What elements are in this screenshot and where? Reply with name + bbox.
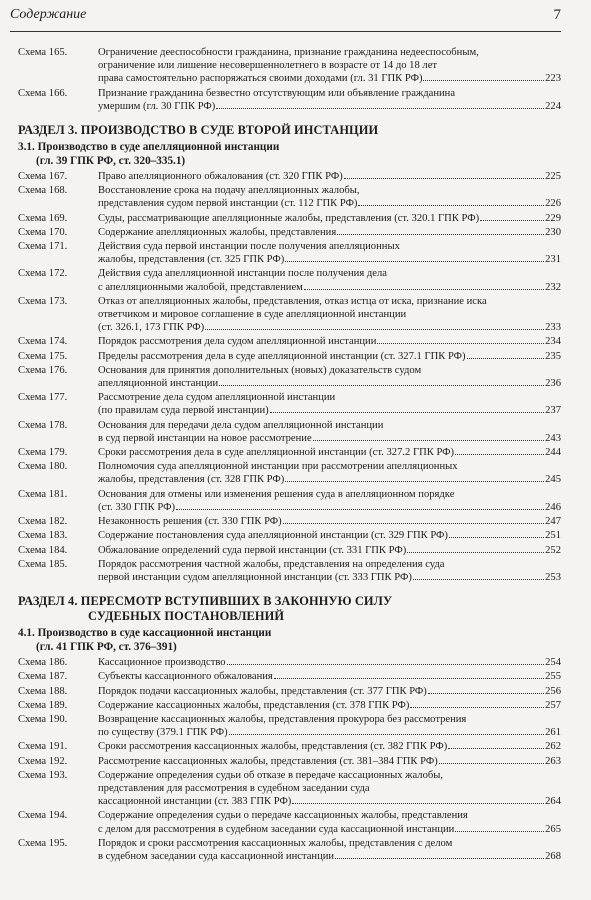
entry-last-line (98, 529, 561, 542)
entry-page: 262 (545, 741, 561, 753)
toc-entry (18, 364, 561, 390)
entry-body (98, 335, 561, 348)
toc-entry (18, 837, 561, 863)
dot-leader (428, 693, 544, 694)
entry-label: Схема 182. (18, 516, 68, 528)
toc-entry (18, 170, 561, 183)
entry-body (98, 391, 561, 417)
entry-body (98, 515, 561, 528)
entry-body (98, 419, 561, 445)
entry-body (98, 170, 561, 183)
heading-line: РАЗДЕЛ 4. ПЕРЕСМОТР ВСТУПИВШИХ В ЗАКОННУЮ СИЛУ (18, 594, 393, 609)
toc-entry (18, 391, 561, 417)
entry-line: Кассационное производство (98, 657, 226, 669)
entry-last-line (98, 685, 561, 698)
entry-last-line (98, 501, 561, 514)
entry-page: 237 (545, 405, 561, 417)
entry-line: Основания для отмены или изменения решения суда в апелляционном порядке (98, 488, 455, 500)
entry-last-line (98, 571, 561, 584)
entry-line: Обжалование определений суда первой инстанции (ст. 331 ГПК РФ) (98, 544, 407, 556)
entry-page: 223 (545, 73, 561, 85)
toc-entry (18, 184, 561, 210)
entry-last-line (98, 404, 561, 417)
entry-last-line (98, 850, 561, 863)
toc-entry (18, 809, 561, 835)
subsection-heading (18, 627, 561, 654)
dot-leader (480, 220, 544, 221)
entry-line: с апелляционными жалобой, представлением (98, 281, 303, 293)
dot-leader (439, 763, 544, 764)
toc-entry (18, 558, 561, 584)
dot-leader (283, 523, 544, 524)
entry-last-line (98, 197, 561, 210)
dot-leader (423, 80, 544, 81)
dot-leader (449, 537, 544, 538)
entry-body (98, 558, 561, 584)
dot-leader (205, 329, 544, 330)
heading-line: 3.1. Производство в суде апелляционной инстанции (18, 141, 280, 154)
entry-body (98, 699, 561, 712)
entry-line: Полномочия суда апелляционной инстанции при рассмотрении апелляционных (98, 461, 458, 473)
entry-last-line (98, 515, 561, 528)
entry-body (98, 740, 561, 753)
entry-page: 226 (545, 198, 561, 210)
dot-leader (285, 481, 544, 482)
entry-page: 261 (545, 727, 561, 739)
heading-line: 4.1. Производство в суде кассационной инстанции (18, 627, 272, 640)
entry-line: с делом для рассмотрения в судебном заседании суда кассационной инстанции (98, 823, 455, 835)
entry-page: 231 (545, 254, 561, 266)
entry-body (98, 364, 561, 390)
toc-entry (18, 685, 561, 698)
dot-leader (467, 358, 545, 359)
entry-line: Признание гражданина безвестно отсутствующим или объявление гражданина (98, 87, 456, 99)
dot-leader (455, 454, 544, 455)
entry-page: 264 (545, 796, 561, 808)
entry-page: 232 (545, 281, 561, 293)
entry-line: ограничение или лишение несовершеннолетнего в возрасте от 14 до 18 лет (98, 60, 438, 72)
entry-body (98, 46, 561, 86)
entry-line: Рассмотрение дела судом апелляционной инстанции (98, 392, 336, 404)
entry-body (98, 713, 561, 739)
entry-label: Схема 184. (18, 544, 68, 556)
entry-body (98, 212, 561, 225)
entry-body (98, 350, 561, 363)
entry-line: Сроки рассмотрения кассационных жалобы, представления (ст. 382 ГПК РФ) (98, 741, 448, 753)
entry-last-line (98, 823, 561, 836)
dot-leader (313, 440, 544, 441)
entry-last-line (98, 726, 561, 739)
entry-label: Схема 192. (18, 755, 68, 767)
entry-label: Схема 193. (18, 769, 68, 781)
entry-body (98, 267, 561, 293)
entry-body (98, 769, 561, 809)
entry-body (98, 226, 561, 239)
dot-leader (227, 664, 545, 665)
toc-entry (18, 226, 561, 239)
entry-page: 253 (545, 571, 561, 583)
entry-label: Схема 167. (18, 171, 68, 183)
entry-page: 265 (545, 823, 561, 835)
entry-label: Схема 170. (18, 226, 68, 238)
subsection-heading (18, 141, 561, 168)
entry-body (98, 488, 561, 514)
entry-body (98, 837, 561, 863)
heading-line: РАЗДЕЛ 3. ПРОИЗВОДСТВО В СУДЕ ВТОРОЙ ИНСТАНЦИИ (18, 123, 379, 138)
entry-page: 230 (545, 226, 561, 238)
entry-label: Схема 186. (18, 657, 68, 669)
running-title: Содержание (10, 7, 87, 22)
toc-entry (18, 755, 561, 768)
entry-line: Рассмотрение кассационных жалобы, представления (ст. 381–384 ГПК РФ) (98, 755, 438, 767)
entry-page: 256 (545, 685, 561, 697)
entry-label: Схема 190. (18, 713, 68, 725)
entry-page: 245 (545, 474, 561, 486)
entry-label: Схема 169. (18, 212, 68, 224)
entry-page: 254 (545, 657, 561, 669)
entry-line: (ст. 326.1, 173 ГПК РФ) (98, 322, 205, 334)
entry-label: Схема 189. (18, 699, 68, 711)
entry-label: Схема 183. (18, 530, 68, 542)
entry-line: первой инстанции судом апелляционной инстанции (ст. 333 ГПК РФ) (98, 571, 412, 583)
entry-line: кассационной инстанции (ст. 383 ГПК РФ) (98, 796, 292, 808)
entry-last-line (98, 100, 561, 113)
dot-leader (413, 579, 544, 580)
entry-page: 224 (545, 100, 561, 112)
entry-last-line (98, 377, 561, 390)
entry-line: Право апелляционного обжалования (ст. 320 ГПК РФ) (98, 171, 343, 183)
toc-entry (18, 529, 561, 542)
entry-last-line (98, 72, 561, 85)
entry-page: 234 (545, 336, 561, 348)
entry-label: Схема 172. (18, 268, 68, 280)
entry-body (98, 529, 561, 542)
dot-leader (335, 858, 544, 859)
toc-entry (18, 544, 561, 557)
entry-last-line (98, 699, 561, 712)
entry-line: Содержание апелляционных жалобы, представления (98, 226, 337, 238)
toc-entry (18, 460, 561, 486)
entry-label: Схема 194. (18, 810, 68, 822)
entry-line: (по правилам суда первой инстанции) (98, 405, 269, 417)
entry-last-line (98, 795, 561, 808)
dot-leader (292, 803, 544, 804)
toc-entry (18, 350, 561, 363)
entry-line: (ст. 330 ГПК РФ) (98, 501, 175, 513)
toc-entry (18, 335, 561, 348)
entry-label: Схема 185. (18, 558, 68, 570)
entry-body (98, 809, 561, 835)
entry-body (98, 446, 561, 459)
entry-body (98, 685, 561, 698)
entry-line: Ограничение дееспособности гражданина, признание гражданина недееспособным, (98, 47, 479, 58)
entry-page: 235 (545, 350, 561, 362)
entry-page: 246 (545, 501, 561, 513)
entry-line: Порядок рассмотрения частной жалобы, представления на определения суда (98, 558, 445, 570)
entry-label: Схема 179. (18, 447, 68, 459)
entry-line: Содержание определения судьи о передаче кассационных жалобы, представления (98, 810, 468, 822)
entry-page: 233 (545, 322, 561, 334)
entry-last-line (98, 170, 561, 183)
entry-label: Схема 180. (18, 461, 68, 473)
page-number: 7 (553, 7, 561, 23)
toc-entry (18, 212, 561, 225)
entry-last-line (98, 321, 561, 334)
entry-last-line (98, 473, 561, 486)
dot-leader (344, 178, 544, 179)
entry-page: 247 (545, 516, 561, 528)
entry-line: Восстановление срока на подачу апелляционных жалобы, (98, 185, 360, 197)
toc-entry (18, 87, 561, 113)
dot-leader (407, 552, 544, 553)
entry-line: Содержание определения судьи об отказе в передаче кассационных жалобы, (98, 769, 444, 781)
entry-line: Субъекты кассационного обжалования (98, 671, 273, 683)
heading-line: СУДЕБНЫХ ПОСТАНОВЛЕНИЙ (88, 609, 285, 624)
entry-body (98, 184, 561, 210)
entry-label: Схема 181. (18, 488, 68, 500)
entry-page: 229 (545, 212, 561, 224)
entry-last-line (98, 335, 561, 348)
entry-last-line (98, 740, 561, 753)
dot-leader (285, 261, 544, 262)
toc-entry (18, 240, 561, 266)
entry-body (98, 460, 561, 486)
entry-line: Порядок подачи кассационных жалобы, представления (ст. 377 ГПК РФ) (98, 685, 427, 697)
entry-line: Основания для принятия дополнительных (новых) доказательств судом (98, 364, 422, 376)
heading-line: (гл. 41 ГПК РФ, ст. 376–391) (36, 640, 177, 653)
entry-last-line (98, 281, 561, 294)
entry-page: 225 (545, 171, 561, 183)
entry-body (98, 240, 561, 266)
entry-last-line (98, 544, 561, 557)
toc-entry (18, 769, 561, 809)
entry-label: Схема 177. (18, 392, 68, 404)
entry-line: Отказ от апелляционных жалобы, представления, отказ истца от иска, признание иска (98, 295, 487, 307)
entry-last-line (98, 432, 561, 445)
entry-line: Сроки рассмотрения дела в суде апелляционной инстанции (ст. 327.2 ГПК РФ) (98, 447, 455, 459)
entry-label: Схема 191. (18, 741, 68, 753)
dot-leader (448, 748, 544, 749)
dot-leader (219, 385, 544, 386)
entry-line: апелляционной инстанции (98, 378, 219, 390)
entry-page: 263 (545, 755, 561, 767)
entry-line: ответчиком и мировое соглашение в суде апелляционной инстанции (98, 309, 407, 321)
dot-leader (455, 831, 544, 832)
entry-page: 252 (545, 544, 561, 556)
entry-line: в судебном заседании суда кассационной инстанции (98, 850, 335, 862)
entry-label: Схема 178. (18, 419, 68, 431)
toc-entry (18, 446, 561, 459)
entry-line: права самостоятельно распоряжаться своими доходами (гл. 31 ГПК РФ) (98, 73, 423, 85)
entry-page: 243 (545, 432, 561, 444)
entry-page: 251 (545, 530, 561, 542)
entry-line: Содержание кассационных жалобы, представления (ст. 378 ГПК РФ) (98, 699, 410, 711)
dot-leader (216, 108, 544, 109)
heading-line: (гл. 39 ГПК РФ, ст. 320–335.1) (36, 154, 186, 167)
entry-label: Схема 174. (18, 336, 68, 348)
entry-label: Схема 175. (18, 350, 68, 362)
entry-last-line (98, 656, 561, 669)
toc-entry (18, 46, 561, 86)
toc-entry (18, 670, 561, 683)
entry-line: жалобы, представления (ст. 328 ГПК РФ) (98, 474, 285, 486)
entry-label: Схема 187. (18, 671, 68, 683)
entry-body (98, 295, 561, 335)
entry-body (98, 755, 561, 768)
entry-last-line (98, 755, 561, 768)
entry-last-line (98, 350, 561, 363)
toc-entry (18, 515, 561, 528)
entry-body (98, 87, 561, 113)
entry-last-line (98, 212, 561, 225)
entry-body (98, 670, 561, 683)
entry-label: Схема 168. (18, 185, 68, 197)
page-header (10, 7, 561, 32)
section-heading (18, 123, 561, 138)
toc-entry (18, 488, 561, 514)
toc-entry (18, 656, 561, 669)
table-of-contents (18, 46, 561, 864)
entry-line: Порядок и сроки рассмотрения кассационных жалобы, представления с делом (98, 837, 453, 849)
entry-page: 257 (545, 699, 561, 711)
section-heading (18, 594, 561, 624)
toc-entry (18, 713, 561, 739)
entry-line: Действия суда апелляционной инстанции после получения дела (98, 268, 387, 280)
toc-entry (18, 295, 561, 335)
entry-line: Действия суда первой инстанции после получения апелляционных (98, 241, 400, 253)
dot-leader (304, 289, 544, 290)
dot-leader (229, 734, 544, 735)
entry-line: Возвращение кассационных жалобы, представления прокурора без рассмотрения (98, 713, 467, 725)
toc-entry (18, 699, 561, 712)
entry-label: Схема 173. (18, 295, 68, 307)
entry-page: 268 (545, 850, 561, 862)
entry-line: Основания для передачи дела судом апелляционной инстанции (98, 419, 384, 431)
dot-leader (270, 412, 544, 413)
entry-line: жалобы, представления (ст. 325 ГПК РФ) (98, 254, 285, 266)
entry-line: в суд первой инстанции на новое рассмотрение (98, 432, 312, 444)
entry-line: Суды, рассматривающие апелляционные жалобы, представления (ст. 320.1 ГПК РФ) (98, 212, 480, 224)
dot-leader (358, 205, 544, 206)
entry-label: Схема 176. (18, 364, 68, 376)
entry-label: Схема 195. (18, 837, 68, 849)
entry-line: Содержание постановления суда апелляционной инстанции (ст. 329 ГПК РФ) (98, 530, 448, 542)
entry-last-line (98, 253, 561, 266)
entry-line: представления судом первой инстанции (ст. 112 ГПК РФ) (98, 198, 358, 210)
entry-label: Схема 165. (18, 47, 68, 58)
dot-leader (274, 678, 544, 679)
entry-page: 244 (545, 447, 561, 459)
toc-entry (18, 267, 561, 293)
entry-body (98, 544, 561, 557)
entry-last-line (98, 446, 561, 459)
dot-leader (410, 707, 544, 708)
entry-line: умершим (гл. 30 ГПК РФ) (98, 100, 216, 112)
entry-label: Схема 188. (18, 685, 68, 697)
entry-label: Схема 166. (18, 87, 68, 99)
entry-label: Схема 171. (18, 241, 68, 253)
entry-line: представления для рассмотрения в судебном заседании суда (98, 782, 370, 794)
entry-last-line (98, 226, 561, 239)
toc-entry (18, 419, 561, 445)
dot-leader (377, 343, 544, 344)
dot-leader (176, 509, 544, 510)
entry-page: 255 (545, 671, 561, 683)
entry-page: 236 (545, 378, 561, 390)
entry-last-line (98, 670, 561, 683)
entry-line: Пределы рассмотрения дела в суде апелляционной инстанции (ст. 327.1 ГПК РФ) (98, 350, 466, 362)
toc-entry (18, 740, 561, 753)
entry-line: Порядок рассмотрения дела судом апелляционной инстанции (98, 336, 377, 348)
entry-body (98, 656, 561, 669)
entry-line: по существу (379.1 ГПК РФ) (98, 727, 228, 739)
entry-line: Незаконность решения (ст. 330 ГПК РФ) (98, 516, 282, 528)
dot-leader (337, 234, 544, 235)
